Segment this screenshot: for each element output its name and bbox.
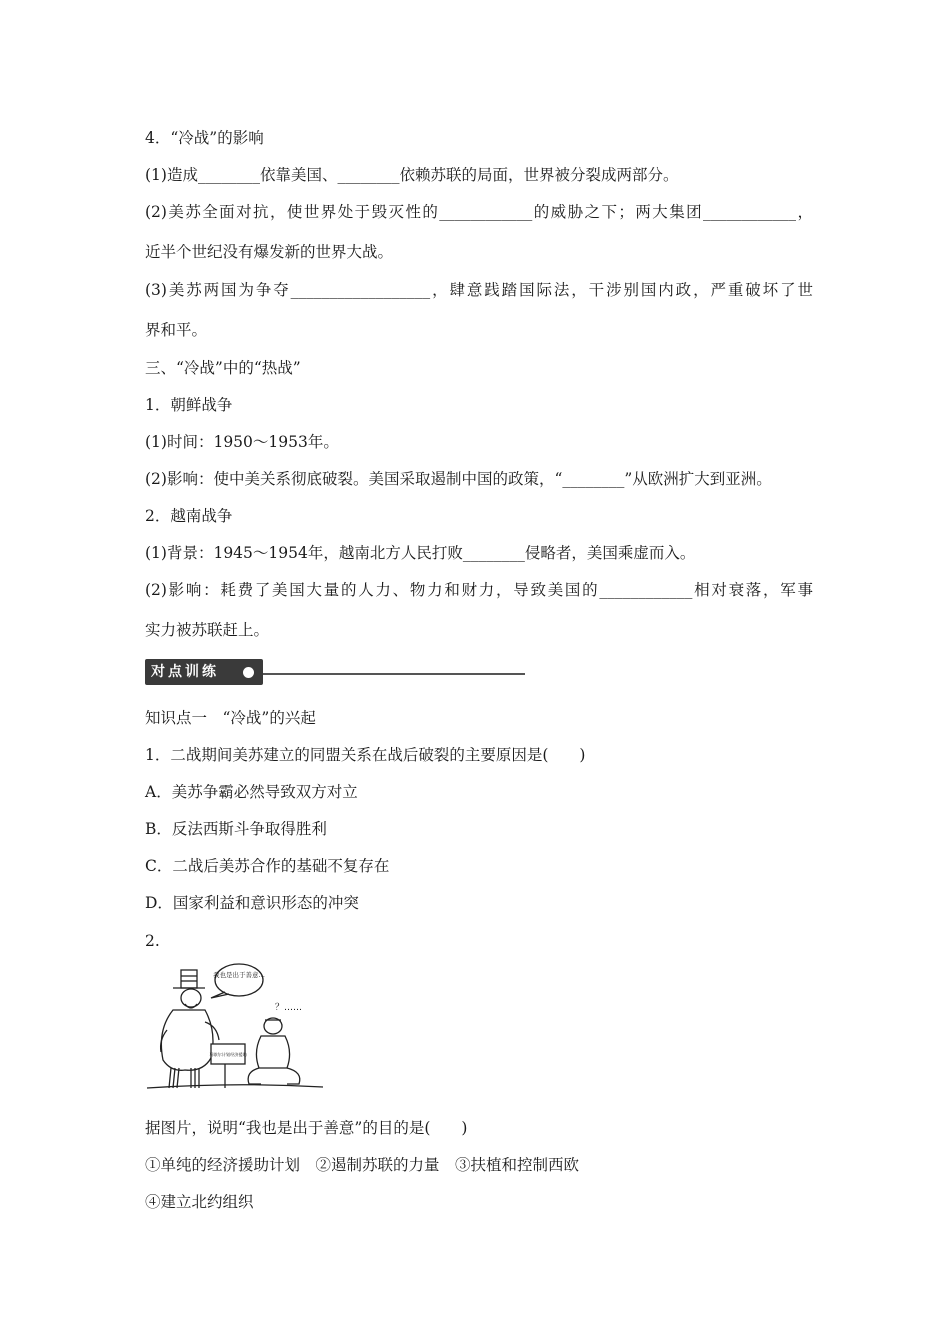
korea-time: (1)时间：1950～1953年。 <box>145 433 339 451</box>
section4-heading: 4．“冷战”的影响 <box>145 129 264 147</box>
section4-item3-line1: (3)美苏两国为争夺__________________，肆意践踏国际法，干涉别国内政，严重破坏了世 <box>145 281 813 299</box>
section4-item3-line2: 界和平。 <box>145 321 208 339</box>
section4-item1: (1)造成________依靠美国、________依赖苏联的局面，世界被分裂成两部分。 <box>145 166 679 184</box>
vietnam-background: (1)背景：1945～1954年，越南北方人民打败________侵略者，美国乘虚而入。 <box>145 544 696 562</box>
q1-option-a: A．美苏争霸必然导致双方对立 <box>145 783 358 801</box>
q2-number: 2. <box>145 932 160 950</box>
q1-option-b: B．反法西斯斗争取得胜利 <box>145 820 327 838</box>
section3-heading: 三、“冷战”中的“热战” <box>145 359 301 377</box>
cartoon-thought-text: ？…… <box>275 1003 303 1013</box>
banner-divider <box>263 673 525 675</box>
vietnam-heading: 2．越南战争 <box>145 507 233 525</box>
q1-stem: 1．二战期间美苏建立的同盟关系在战后破裂的主要原因是( ) <box>145 746 586 764</box>
section4-item2-line1: (2)美苏全面对抗，使世界处于毁灭性的____________的威胁之下；两大集团____________， <box>145 203 813 221</box>
q2-choices-line1: ①单纯的经济援助计划 ②遏制苏联的力量 ③扶植和控制西欧 <box>145 1156 580 1174</box>
q2-choices-line2: ④建立北约组织 <box>145 1193 254 1211</box>
q2-stem: 据图片，说明“我也是出于善意”的目的是( ) <box>145 1119 468 1137</box>
practice-banner-label: 对点训练 <box>145 659 263 685</box>
vietnam-impact-line1: (2)影响：耗费了美国大量的人力、物力和财力，导致美国的____________相对衰落，军事 <box>145 581 813 599</box>
bullet-dot-icon <box>243 667 254 678</box>
practice-banner <box>145 659 525 685</box>
marshall-plan-cartoon <box>145 960 325 1100</box>
q1-option-d: D．国家利益和意识形态的冲突 <box>145 894 359 912</box>
korea-impact: (2)影响：使中美关系彻底破裂。美国采取遏制中国的政策，“________”从欧洲扩大到亚洲。 <box>145 470 772 488</box>
cartoon-speech-text: 我也是出于善意… <box>213 971 265 979</box>
q1-option-c: C．二战后美苏合作的基础不复存在 <box>145 857 390 875</box>
korea-heading: 1．朝鲜战争 <box>145 396 233 414</box>
cartoon-sign-text: 马歇尔计划经济援助 <box>209 1052 247 1057</box>
section4-item2-line2: 近半个世纪没有爆发新的世界大战。 <box>145 243 394 261</box>
vietnam-impact-line2: 实力被苏联赶上。 <box>145 621 270 639</box>
practice-topic: 知识点一 “冷战”的兴起 <box>145 709 316 727</box>
